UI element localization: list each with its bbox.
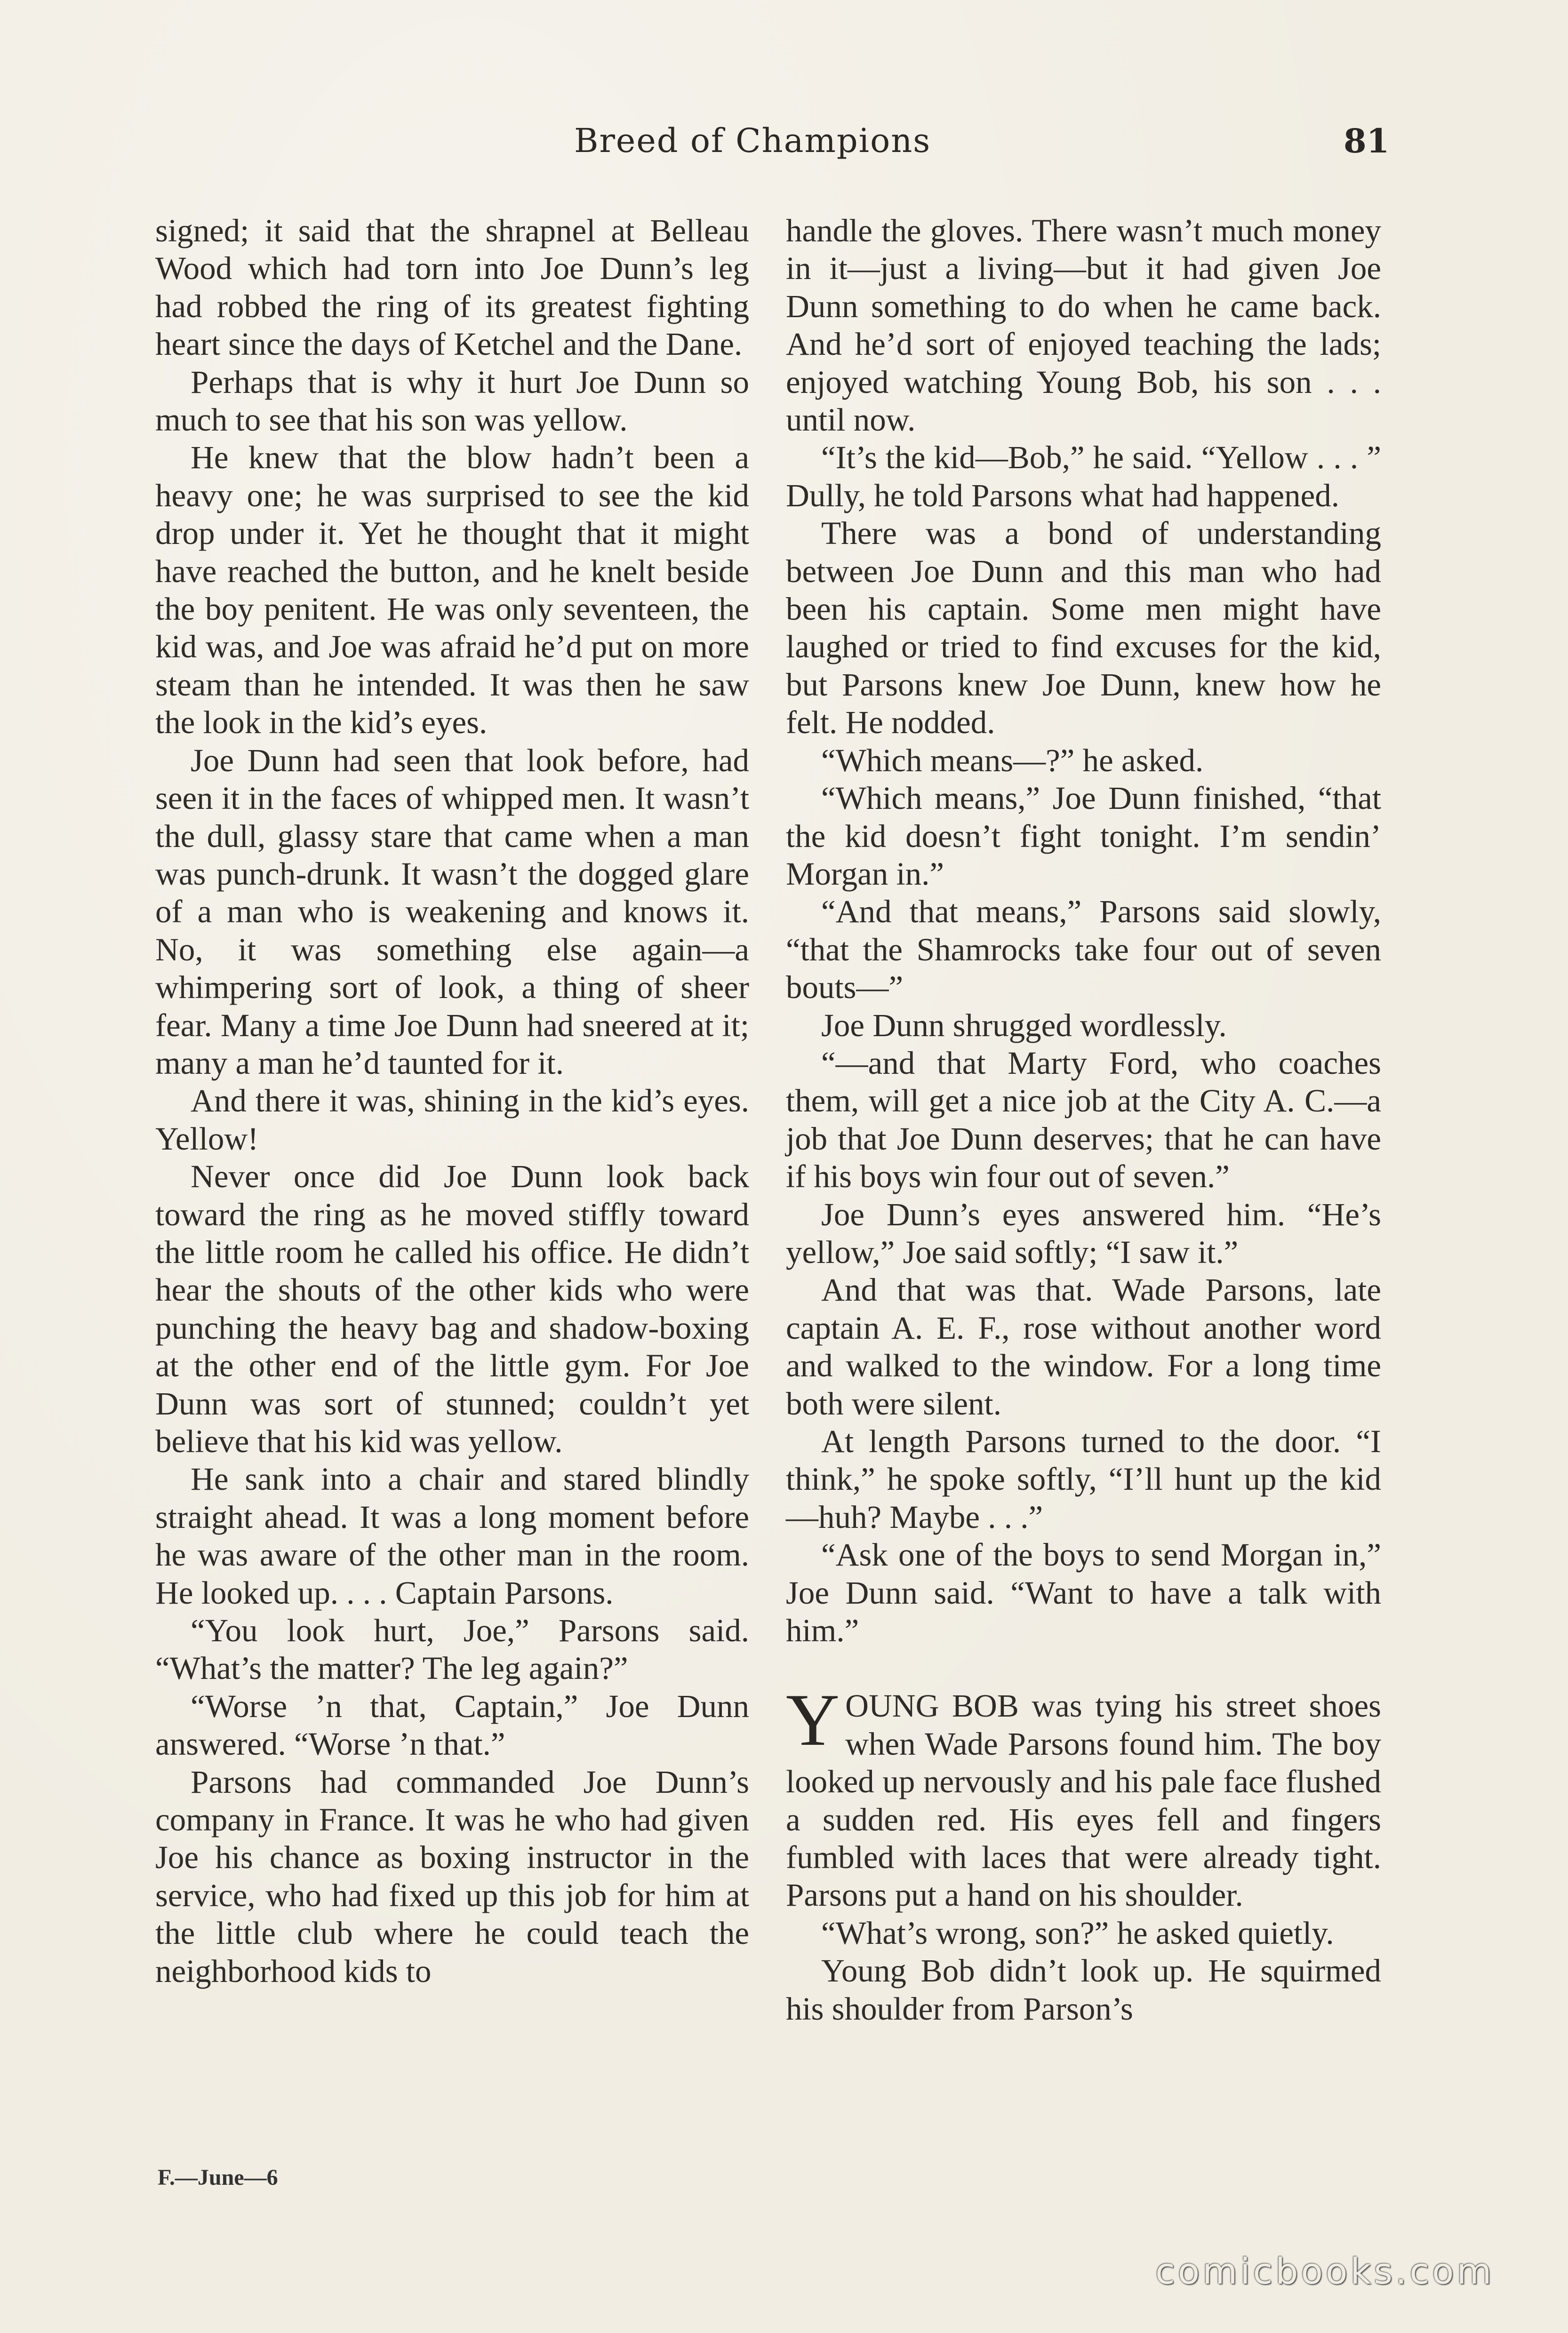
drop-cap: Y — [786, 1679, 840, 1762]
paragraph: “Which means,” Joe Dunn finished, “that the kid doesn’t fight tonight. I’m sendin’ Morgan in.” — [786, 780, 1381, 892]
paragraph: Joe Dunn’s eyes answered him. “He’s yellow,” Joe said softly; “I saw it.” — [786, 1196, 1381, 1270]
paragraph: “You look hurt, Joe,” Parsons said. “What’s the matter? The leg again?” — [155, 1613, 749, 1686]
paragraph: “Which means—?” he asked. — [821, 742, 1204, 778]
paragraph: Perhaps that is why it hurt Joe Dunn so much to see that his son was yellow. — [155, 364, 749, 438]
paragraph: And there it was, shining in the kid’s eyes. Yellow! — [155, 1083, 749, 1157]
watermark: comicbooks.com — [1155, 2250, 1495, 2292]
running-head: Breed of Champions — [574, 121, 931, 160]
paragraph: “Ask one of the boys to send Morgan in,” Joe Dunn said. “Want to have a talk with him.” — [786, 1537, 1381, 1649]
paragraph: “Worse ’n that, Captain,” Joe Dunn answered. “Worse ’n that.” — [155, 1688, 749, 1762]
paragraph: handle the gloves. There wasn’t much money in it—just a living—but it had given Joe Dunn something to do when he came back. And he’d sort of enjoyed teaching the lads; enjoyed watching Young Bob, his son . . . until now. — [786, 213, 1381, 438]
paragraph: At length Parsons turned to the door. “I think,” he spoke softly, “I’ll hunt up the kid—huh? Maybe . . .” — [786, 1423, 1381, 1535]
left-column — [155, 212, 749, 1990]
paragraph-text: OUNG BOB was tying his street shoes when Wade Parsons found him. The boy looked up nervously and his pale face flushed a sudden red. His eyes fell and fingers fumbled with laces that were already tight. Parsons put a hand on his shoulder. — [786, 1688, 1381, 1913]
paragraph: Young Bob didn’t look up. He squirmed his shoulder from Parson’s — [786, 1953, 1381, 2027]
paragraph: He knew that the blow hadn’t been a heavy one; he was surprised to see the kid drop under it. Yet he thought that it might have reached the button, and he knelt beside the boy penitent. He was only seventeen, the kid was, and Joe was afraid he’d put on more steam than he intended. It was then he saw the look in the kid’s eyes. — [155, 439, 749, 741]
paragraph: Joe Dunn had seen that look before, had seen it in the faces of whipped men. It wasn’t the dull, glassy stare that came when a man was punch-drunk. It wasn’t the dogged glare of a man who is weakening and knows it. No, it was something else again—a whimpering sort of look, a thing of sheer fear. Many a time Joe Dunn had sneered at it; many a man he’d taunted for it. — [155, 742, 749, 1081]
paragraph: There was a bond of understanding between Joe Dunn and this man who had been his captain. Some men might have laughed or tried to find excuses for the kid, but Parsons knew Joe Dunn, knew how he felt. He nodded. — [786, 515, 1381, 741]
paragraph: Never once did Joe Dunn look back toward the ring as he moved stiffly toward the little room he called his office. He didn’t hear the shouts of the other kids who were punching the heavy bag and shadow-boxing at the other end of the little gym. For Joe Dunn was sort of stunned; couldn’t yet believe that his kid was yellow. — [155, 1159, 749, 1459]
right-column — [786, 212, 1381, 2028]
paragraph: And that was that. Wade Parsons, late captain A. E. F., rose without another word and walked to the window. For a long time both were silent. — [786, 1272, 1381, 1422]
paragraph: Joe Dunn shrugged wordlessly. — [821, 1007, 1227, 1043]
paragraph: “What’s wrong, son?” he asked quietly. — [821, 1915, 1334, 1951]
paragraph: “—and that Marty Ford, who coaches them, will get a nice job at the City A. C.—a job that Joe Dunn deserves; that he can have if his boys win four out of seven.” — [786, 1045, 1381, 1195]
section-start-paragraph — [786, 1679, 1381, 1914]
paragraph: signed; it said that the shrapnel at Belleau Wood which had torn into Joe Dunn’s leg had robbed the ring of its greatest fighting heart since the days of Ketchel and the Dane. — [155, 213, 749, 362]
paragraph: “And that means,” Parsons said slowly, “that the Shamrocks take four out of seven bouts—” — [786, 894, 1381, 1006]
paragraph: He sank into a chair and stared blindly straight ahead. It was a long moment before he was aware of the other man in the room. He looked up. . . . Captain Parsons. — [155, 1461, 749, 1611]
paragraph: Parsons had commanded Joe Dunn’s company in France. It was he who had given Joe his chance as boxing instructor in the service, who had fixed up this job for him at the little club where he could teach the neighborhood kids to — [155, 1764, 749, 1989]
footer-signature: F.—June—6 — [158, 2165, 278, 2190]
paragraph: “It’s the kid—Bob,” he said. “Yellow . . . ” Dully, he told Parsons what had happened. — [786, 439, 1381, 513]
page-number: 81 — [1344, 121, 1390, 160]
